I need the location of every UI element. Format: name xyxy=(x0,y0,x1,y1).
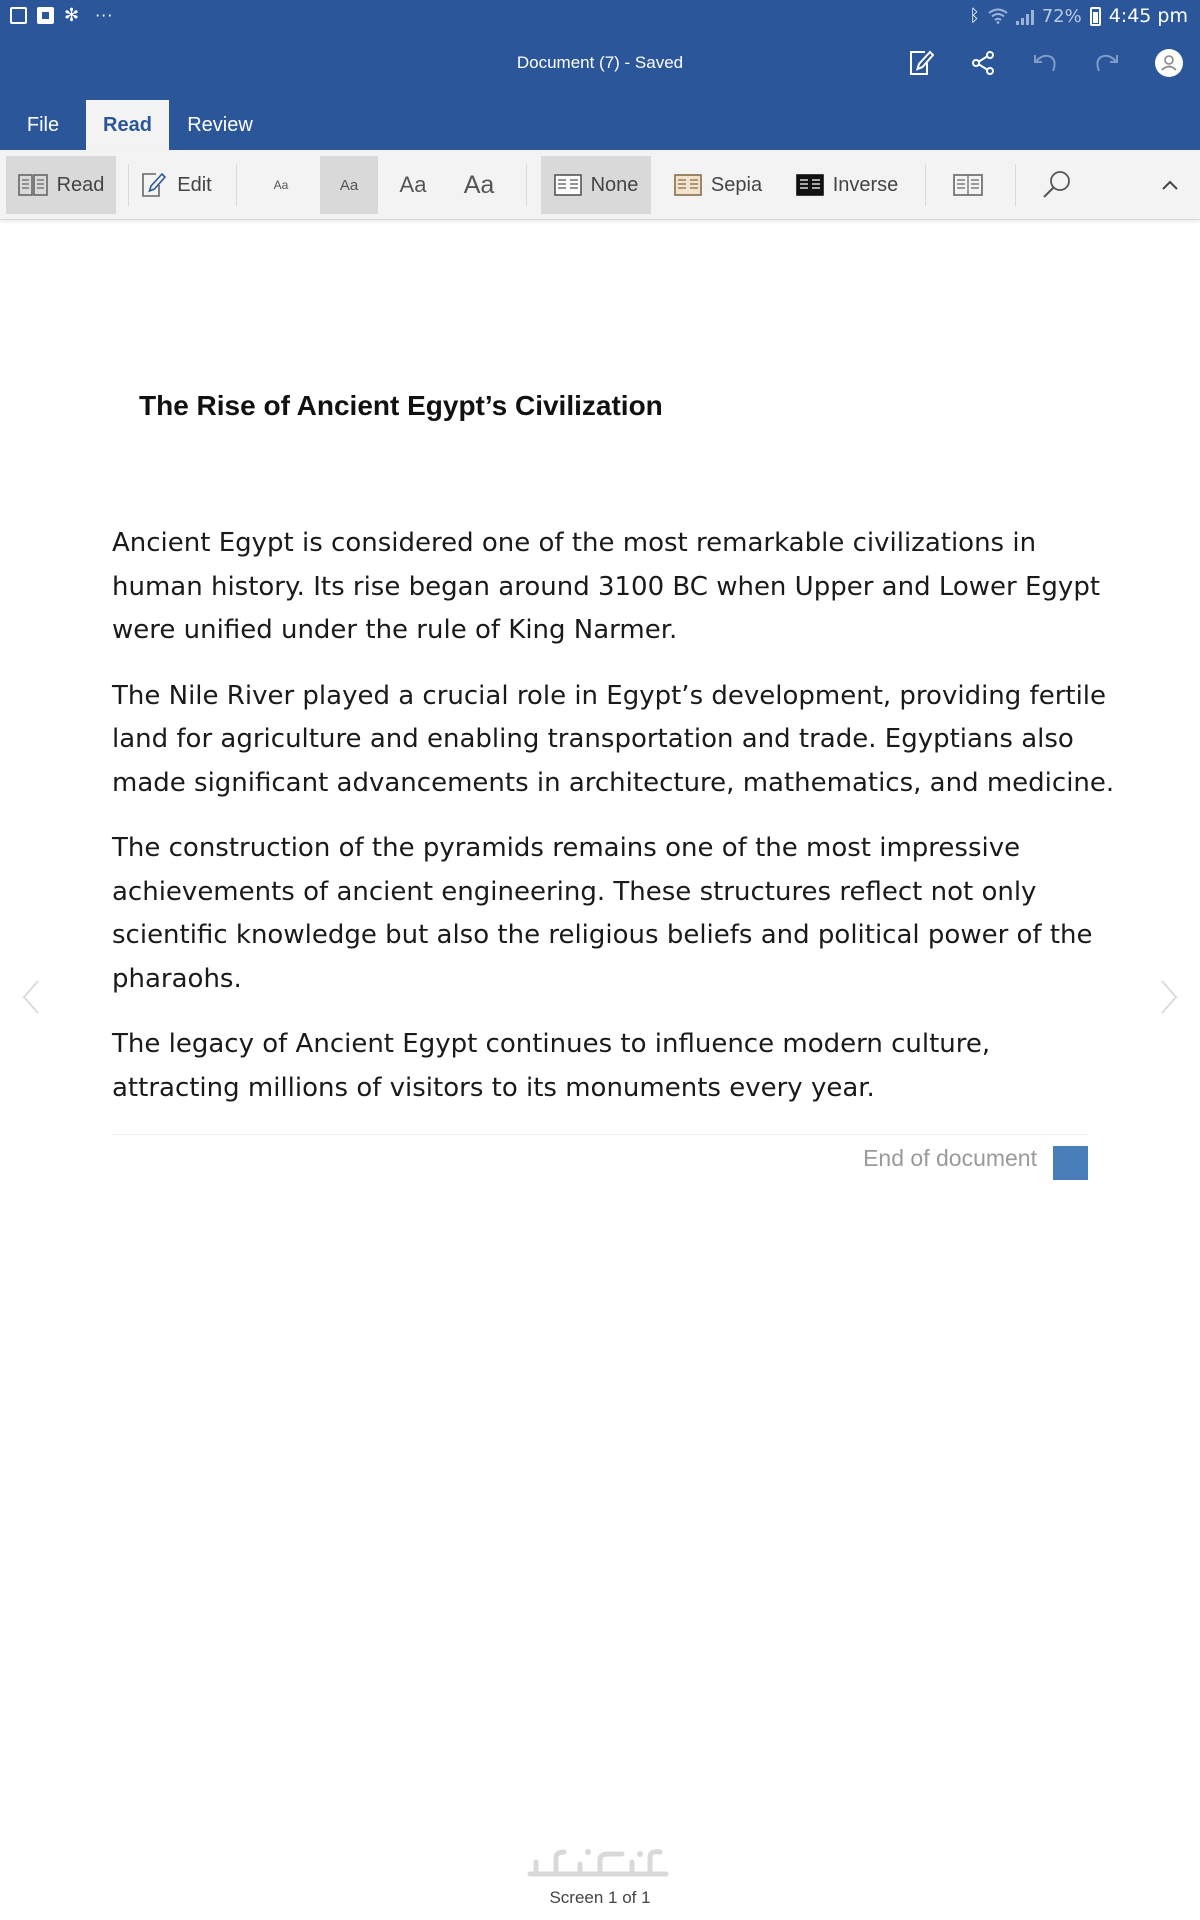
battery-icon xyxy=(1090,7,1101,26)
search-icon xyxy=(1041,169,1073,201)
text-size-xsmall-button[interactable] xyxy=(254,156,308,214)
columns-icon xyxy=(953,174,983,196)
paragraph: Ancient Egypt is considered one of the most remarkable civilizations in human history. Its rise began around 3100 BC when Upper and Lower Egypt were unified under the rule of King Narmer. xyxy=(112,528,1101,645)
battery-percent: 72% xyxy=(1041,5,1082,27)
text-size-medium-button[interactable] xyxy=(386,156,440,214)
ribbon-tabs xyxy=(0,96,1200,150)
document-heading: The Rise of Ancient Egypt’s Civilization xyxy=(139,390,663,421)
tab-read[interactable]: Read xyxy=(86,100,169,150)
bluetooth-icon: ᛒ xyxy=(969,6,980,26)
edit-document-icon[interactable] xyxy=(904,46,938,80)
end-of-document-label: End of document xyxy=(863,1145,1037,1171)
paragraph: The Nile River played a crucial role in Egypt’s development, providing fertile land for agriculture and enabling transportation and trade. Egyptians also made significant advancements in architecture, mathematics, and medicine. xyxy=(112,680,1115,798)
next-page-arrow-icon[interactable] xyxy=(1154,975,1184,1019)
page-inverse-icon xyxy=(796,174,824,196)
search-button[interactable] xyxy=(1030,156,1084,214)
paragraph: The construction of the pyramids remains one of the most impressive achievements of ancient engineering. These structures reflect not only scientific knowledge but also the religious beliefs and political power of the pharaohs. xyxy=(112,833,1093,994)
text-size-large-button[interactable] xyxy=(450,156,508,214)
edit-mode-label: Edit xyxy=(177,173,212,196)
clock: 4:45 pm xyxy=(1108,5,1188,27)
text-size-xsmall-label: Aa xyxy=(273,178,289,192)
edit-mode-button[interactable] xyxy=(136,156,216,214)
previous-page-arrow-icon[interactable] xyxy=(16,975,46,1019)
text-size-large-label: Aa xyxy=(463,170,495,199)
text-size-small-label: Aa xyxy=(339,176,359,194)
title-bar xyxy=(0,34,1200,96)
tab-file[interactable]: File xyxy=(26,114,60,136)
color-inverse-label: Inverse xyxy=(832,173,899,196)
status-bar xyxy=(0,0,1200,34)
chevron-up-icon xyxy=(1162,180,1178,190)
undo-icon[interactable] xyxy=(1028,46,1062,80)
signal-icon xyxy=(1016,8,1034,25)
text-size-small-button[interactable] xyxy=(320,156,378,214)
screen-count: Screen 1 of 1 xyxy=(549,1888,651,1907)
color-sepia-button[interactable] xyxy=(666,156,770,214)
page-none-icon xyxy=(554,174,582,196)
read-mode-label: Read xyxy=(56,173,105,196)
end-of-document-marker xyxy=(1053,1146,1088,1180)
pinwheel-icon: ✻ xyxy=(64,4,80,26)
gallery-icon xyxy=(10,7,27,24)
wifi-icon xyxy=(988,8,1008,24)
collapse-ribbon-button[interactable] xyxy=(1152,156,1188,214)
color-inverse-button[interactable] xyxy=(788,156,906,214)
book-icon xyxy=(18,173,48,197)
color-none-button[interactable] xyxy=(541,156,651,214)
account-icon[interactable] xyxy=(1152,46,1186,80)
flipboard-icon xyxy=(37,7,54,24)
color-sepia-label: Sepia xyxy=(710,173,763,196)
document-body xyxy=(112,522,1115,1132)
tab-review[interactable]: Review xyxy=(187,114,253,136)
redo-icon[interactable] xyxy=(1090,46,1124,80)
color-none-label: None xyxy=(590,173,639,196)
text-size-medium-label: Aa xyxy=(399,172,427,197)
watermark-logo xyxy=(526,1846,674,1882)
more-dots-icon: ··· xyxy=(95,6,114,25)
column-layout-button[interactable] xyxy=(940,156,996,214)
pencil-document-icon xyxy=(140,171,168,199)
page-sepia-icon xyxy=(674,174,702,196)
read-mode-button[interactable] xyxy=(6,156,116,214)
end-divider xyxy=(112,1134,1088,1135)
paragraph: The legacy of Ancient Egypt continues to influence modern culture, attracting millions of visitors to its monuments every year. xyxy=(112,1029,991,1103)
read-ribbon xyxy=(0,150,1200,220)
document-title: Document (7) - Saved xyxy=(516,53,684,72)
share-icon[interactable] xyxy=(966,46,1000,80)
